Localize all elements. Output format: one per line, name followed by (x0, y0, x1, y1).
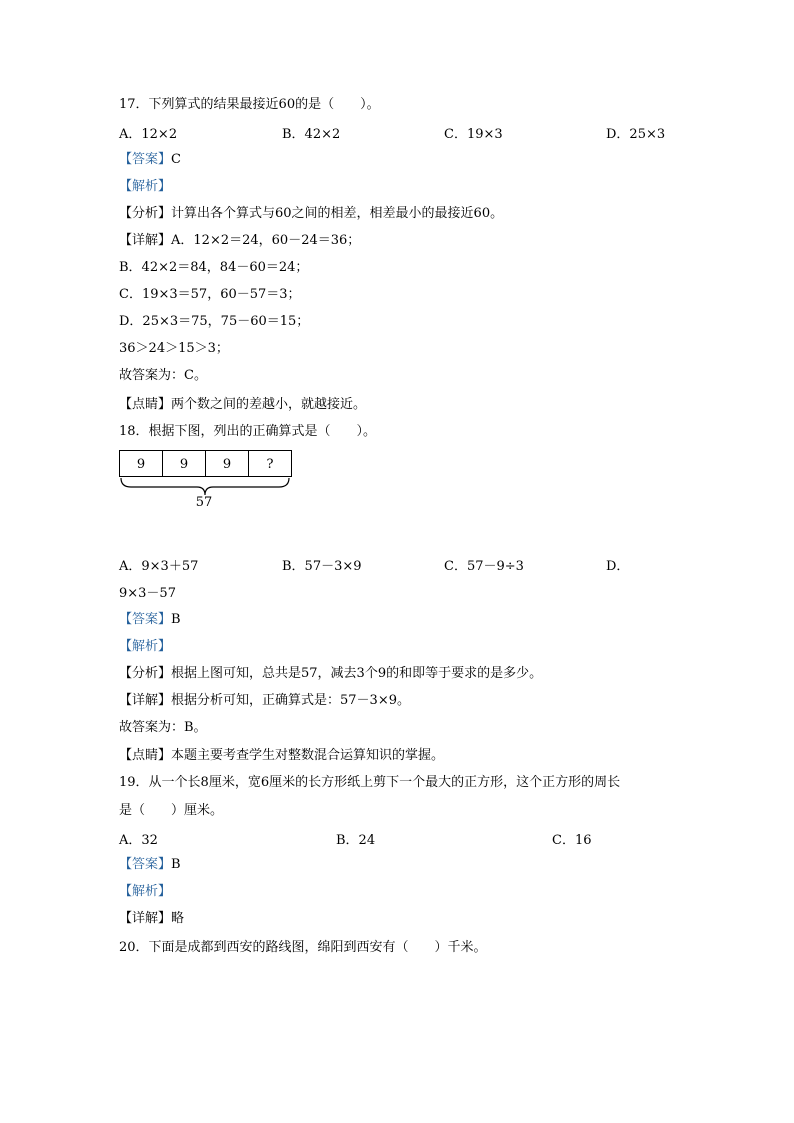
q17-conclusion: 故答案为：C。 (119, 368, 207, 383)
q19-stem-line1: 19．从一个长8厘米，宽6厘米的长方形纸上剪下一个最大的正方形，这个正方形的周长 (119, 775, 621, 790)
answer-tag: 【答案】 (119, 152, 172, 167)
fenxi-text: 计算出各个算式与60之间的相差，相差最小的最接近60。 (171, 206, 504, 221)
q17-line-b: B．42×2＝84，84－60＝24； (119, 260, 309, 275)
dianjing-text: 本题主要考查学生对整数混合运算知识的掌握。 (171, 748, 445, 763)
q17-line-compare: 36＞24＞15＞3； (119, 341, 229, 356)
q18-dianjing (119, 747, 444, 765)
q18-box-3: 9 (205, 450, 249, 477)
answer-value: B (171, 857, 181, 872)
dianjing-tag: 【点睛】 (119, 397, 172, 412)
q18-xiangjie (119, 692, 410, 710)
answer-value: B (171, 612, 181, 627)
q19-xiangjie (119, 910, 184, 928)
q18-option-d-cont: 9×3－57 (119, 586, 176, 601)
dianjing-tag: 【点睛】 (119, 748, 172, 763)
q19-option-b: B．24 (336, 833, 376, 848)
q17-analysis-tag (119, 178, 171, 196)
q19-option-a: A．32 (119, 833, 158, 848)
q19-stem-line2: 是（ ）厘米。 (119, 803, 224, 818)
xiangjie-text: 根据分析可知，正确算式是：57－3×9。 (171, 693, 410, 708)
q20-stem: 20．下面是成都到西安的路线图，绵阳到西安有（ ）千米。 (119, 940, 487, 955)
xiangjie-text: 略 (171, 911, 185, 926)
q17-xiangjie (119, 232, 360, 250)
q18-option-d: D． (606, 559, 630, 574)
q18-option-a: A．9×3＋57 (119, 559, 199, 574)
q17-line-c: C．19×3＝57，60－57＝3； (119, 287, 301, 302)
dianjing-text: 两个数之间的差越小，就越接近。 (171, 397, 367, 412)
q18-bar-diagram (119, 450, 294, 520)
q17-dianjing (119, 396, 366, 414)
q17-option-d: D．25×3 (606, 127, 666, 142)
q18-box-2: 9 (162, 450, 206, 477)
q18-answer (119, 611, 181, 629)
q18-box-4: ? (248, 450, 292, 477)
xiangjie-tag: 【详解】 (119, 233, 172, 248)
xiangjie-tag: 【详解】 (119, 693, 172, 708)
answer-tag: 【答案】 (119, 612, 172, 627)
q19-analysis-tag (119, 883, 171, 901)
q17-option-a: A．12×2 (119, 127, 178, 142)
q17-stem: 17．下列算式的结果最接近60的是（ ）。 (119, 97, 380, 112)
q18-box-1: 9 (119, 450, 163, 477)
q19-answer (119, 856, 181, 874)
q18-stem: 18．根据下图，列出的正确算式是（ ）。 (119, 424, 377, 439)
q17-option-c: C．19×3 (444, 127, 503, 142)
xiangjie-tag: 【详解】 (119, 911, 172, 926)
q18-analysis-tag (119, 638, 171, 656)
q17-option-b: B．42×2 (282, 127, 341, 142)
fenxi-tag: 【分析】 (119, 206, 172, 221)
q18-total-label: 57 (195, 495, 213, 510)
fenxi-tag: 【分析】 (119, 666, 172, 681)
q18-option-c: C．57－9÷3 (444, 559, 524, 574)
answer-tag: 【答案】 (119, 857, 172, 872)
q17-answer (119, 151, 181, 169)
q17-line-d: D．25×3＝75，75－60＝15； (119, 314, 310, 329)
analysis-tag: 【解析】 (119, 639, 172, 654)
q19-option-c: C．16 (552, 833, 592, 848)
analysis-tag: 【解析】 (119, 179, 172, 194)
q18-option-b: B．57－3×9 (282, 559, 362, 574)
q17-fenxi (119, 205, 503, 223)
analysis-tag: 【解析】 (119, 884, 172, 899)
q18-conclusion: 故答案为：B。 (119, 720, 207, 735)
answer-value: C (171, 152, 181, 167)
q18-brace (119, 477, 294, 497)
xiangjie-text: A．12×2＝24，60－24＝36； (171, 233, 361, 248)
fenxi-text: 根据上图可知，总共是57，减去3个9的和即等于要求的是多少。 (171, 666, 543, 681)
q18-fenxi (119, 665, 542, 683)
